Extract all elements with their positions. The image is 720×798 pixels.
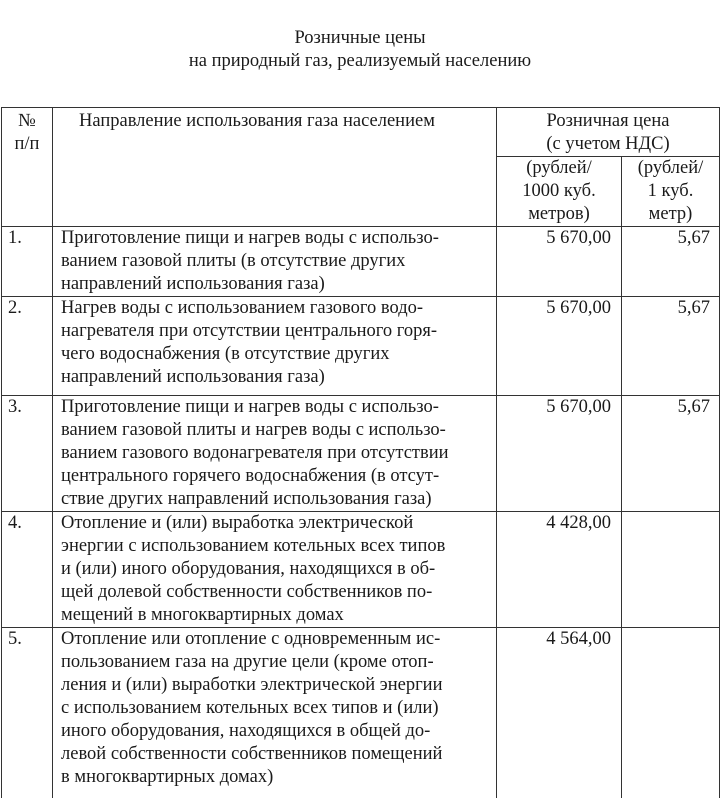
price-per-1000: 5 670,00: [497, 396, 622, 512]
header-retail-price-line2: (с учетом НДС): [497, 133, 719, 156]
header-retail-price: [497, 108, 720, 157]
row-description: [53, 628, 497, 798]
row-number: 1.: [2, 227, 53, 297]
description-line: Отопление или отопление с одновременным ис-: [61, 628, 490, 651]
table-header-row: [2, 108, 720, 157]
price-per-1000: 5 670,00: [497, 227, 622, 297]
title-line-2: на природный газ, реализуемый населению: [0, 50, 720, 73]
row-description: [53, 227, 497, 297]
row-number: 2.: [2, 297, 53, 396]
description-line: щей долевой собственности собственников по-: [61, 581, 490, 604]
description-line: Нагрев воды с использованием газового водо-: [61, 297, 490, 320]
table-row: [2, 396, 720, 512]
description-line: центрального горячего водоснабжения (в отсут-: [61, 465, 490, 488]
description-line: иного оборудования, находящихся в общей до-: [61, 720, 490, 743]
row-description: [53, 512, 497, 628]
price-per-1: 5,67: [622, 297, 720, 396]
row-number: 5.: [2, 628, 53, 798]
description-line: ствие других направлений использования газа): [61, 488, 490, 511]
description-line: ления и (или) выработки электрической энергии: [61, 674, 490, 697]
header-unit1-line3: метров): [497, 203, 621, 226]
row-description: [53, 396, 497, 512]
price-per-1000: 4 564,00: [497, 628, 622, 798]
price-per-1: 5,67: [622, 227, 720, 297]
header-retail-price-line1: Розничная цена: [497, 110, 719, 133]
table-row: [2, 512, 720, 628]
price-per-1000: 5 670,00: [497, 297, 622, 396]
description-line: ванием газового водонагревателя при отсутствии: [61, 442, 490, 465]
header-unit2-line2: 1 куб.: [622, 180, 719, 203]
description-line: мещений в многоквартирных домах: [61, 604, 490, 627]
description-line: пользованием газа на другие цели (кроме отоп-: [61, 651, 490, 674]
description-line: ванием газовой плиты и нагрев воды с использо-: [61, 419, 490, 442]
header-unit2-line3: метр): [622, 203, 719, 226]
description-line: в многоквартирных домах): [61, 766, 490, 789]
header-unit1-line1: (рублей/: [497, 157, 621, 180]
description-line: ванием газовой плиты (в отсутствие других: [61, 250, 490, 273]
price-per-1: [622, 512, 720, 628]
row-number: 3.: [2, 396, 53, 512]
description-line: Приготовление пищи и нагрев воды с использо-: [61, 396, 490, 419]
header-unit1-line2: 1000 куб.: [497, 180, 621, 203]
retail-prices-table: [1, 107, 720, 798]
header-unit-per-1000: [497, 157, 622, 227]
row-number: 4.: [2, 512, 53, 628]
row-description: [53, 297, 497, 396]
table-row: [2, 297, 720, 396]
table-row: [2, 227, 720, 297]
header-number: [2, 108, 53, 227]
header-number-line1: №: [2, 110, 52, 133]
description-line: направлений использования газа): [61, 273, 490, 296]
description-line: левой собственности собственников помещений: [61, 743, 490, 766]
document-title: [0, 27, 720, 73]
description-line: направлений использования газа): [61, 366, 490, 389]
description-line: с использованием котельных всех типов и (или): [61, 697, 490, 720]
table-row: [2, 628, 720, 798]
price-per-1000: 4 428,00: [497, 512, 622, 628]
header-description: Направление использования газа населением: [53, 108, 497, 227]
price-per-1: 5,67: [622, 396, 720, 512]
description-line: и (или) иного оборудования, находящихся в об-: [61, 558, 490, 581]
description-line: Отопление и (или) выработка электрической: [61, 512, 490, 535]
description-line: Приготовление пищи и нагрев воды с использо-: [61, 227, 490, 250]
description-line: чего водоснабжения (в отсутствие других: [61, 343, 490, 366]
header-unit2-line1: (рублей/: [622, 157, 719, 180]
description-line: энергии с использованием котельных всех типов: [61, 535, 490, 558]
title-line-1: Розничные цены: [0, 27, 720, 50]
header-unit-per-1: [622, 157, 720, 227]
header-number-line2: п/п: [2, 133, 52, 156]
price-per-1: [622, 628, 720, 798]
description-line: нагревателя при отсутствии центрального горя-: [61, 320, 490, 343]
